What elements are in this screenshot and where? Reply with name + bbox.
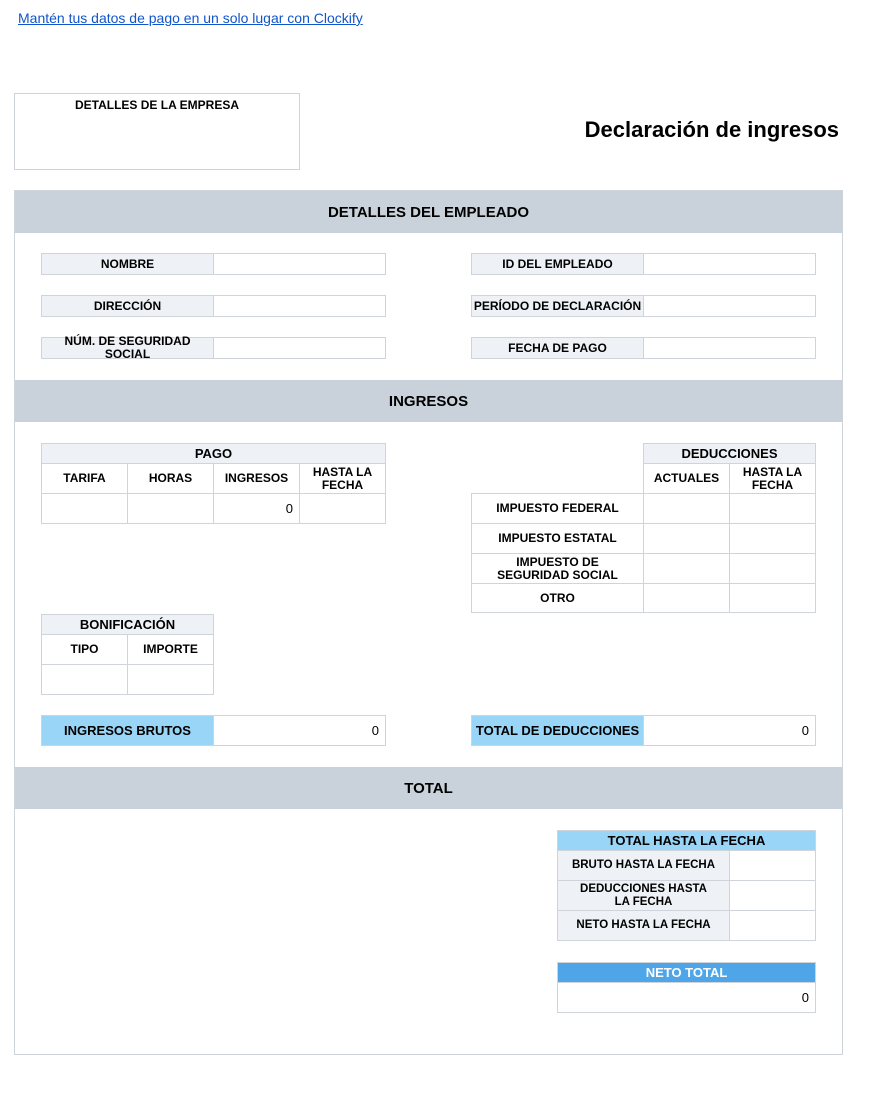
period-field[interactable] xyxy=(643,295,816,317)
pay-ytd-cell[interactable] xyxy=(299,493,386,524)
ytd-gross-value xyxy=(729,850,816,881)
gross-income-label: INGRESOS BRUTOS xyxy=(41,715,214,746)
net-total-label: NETO TOTAL xyxy=(557,962,816,983)
ytd-deductions-label: DEDUCCIONES HASTA LA FECHA xyxy=(557,880,730,911)
employee-id-field[interactable] xyxy=(643,253,816,275)
ytd-deductions-value xyxy=(729,880,816,911)
income-section-header: INGRESOS xyxy=(15,380,842,422)
address-label: DIRECCIÓN xyxy=(41,295,214,317)
deductions-header-current: ACTUALES xyxy=(643,463,730,494)
ytd-gross-label: BRUTO HASTA LA FECHA xyxy=(557,850,730,881)
company-details-label: DETALLES DE LA EMPRESA xyxy=(74,98,239,112)
deduction-federal-ytd[interactable] xyxy=(729,493,816,524)
bonus-table-title: BONIFICACIÓN xyxy=(41,614,214,635)
pay-header-hours: HORAS xyxy=(127,463,214,494)
pay-table-title: PAGO xyxy=(41,443,386,464)
employee-section-header: DETALLES DEL EMPLEADO xyxy=(15,191,842,233)
company-details-box[interactable] xyxy=(14,93,300,170)
ssn-label: NÚM. DE SEGURIDAD SOCIAL xyxy=(41,337,214,359)
bonus-header-type: TIPO xyxy=(41,634,128,665)
clockify-link[interactable]: Mantén tus datos de pago en un solo lugar con Clockify xyxy=(18,10,363,26)
deductions-header-ytd: HASTA LA FECHA xyxy=(729,463,816,494)
pay-header-income: INGRESOS xyxy=(213,463,300,494)
bonus-header-amount: IMPORTE xyxy=(127,634,214,665)
address-field[interactable] xyxy=(213,295,386,317)
deduction-other-current[interactable] xyxy=(643,583,730,613)
deduction-row-label: IMPUESTO ESTATAL xyxy=(471,523,644,554)
total-deductions-label: TOTAL DE DEDUCCIONES xyxy=(471,715,644,746)
ytd-net-label: NETO HASTA LA FECHA xyxy=(557,910,730,941)
pay-header-ytd: HASTA LA FECHA xyxy=(299,463,386,494)
deduction-federal-current[interactable] xyxy=(643,493,730,524)
name-label: NOMBRE xyxy=(41,253,214,275)
net-total-value: 0 xyxy=(557,982,816,1013)
pay-hours-cell[interactable] xyxy=(127,493,214,524)
document-title: Declaración de ingresos xyxy=(584,117,839,142)
period-label: PERÍODO DE DECLARACIÓN xyxy=(471,295,644,317)
pay-date-field[interactable] xyxy=(643,337,816,359)
deduction-state-current[interactable] xyxy=(643,523,730,554)
bonus-amount-cell[interactable] xyxy=(127,664,214,695)
deduction-row-label: IMPUESTO FEDERAL xyxy=(471,493,644,524)
pay-income-cell[interactable]: 0 xyxy=(213,493,300,524)
deductions-table-title: DEDUCCIONES xyxy=(643,443,816,464)
pay-header-rate: TARIFA xyxy=(41,463,128,494)
gross-income-value: 0 xyxy=(213,715,386,746)
deduction-other-ytd[interactable] xyxy=(729,583,816,613)
deduction-row-label: OTRO xyxy=(471,583,644,613)
deduction-row-label: IMPUESTO DE SEGURIDAD SOCIAL xyxy=(471,553,644,584)
total-section-header: TOTAL xyxy=(15,767,842,809)
deduction-social-ytd[interactable] xyxy=(729,553,816,584)
name-field[interactable] xyxy=(213,253,386,275)
ssn-field[interactable] xyxy=(213,337,386,359)
pay-date-label: FECHA DE PAGO xyxy=(471,337,644,359)
deduction-social-current[interactable] xyxy=(643,553,730,584)
ytd-net-value xyxy=(729,910,816,941)
total-deductions-value: 0 xyxy=(643,715,816,746)
deduction-state-ytd[interactable] xyxy=(729,523,816,554)
employee-id-label: ID DEL EMPLEADO xyxy=(471,253,644,275)
pay-rate-cell[interactable] xyxy=(41,493,128,524)
bonus-type-cell[interactable] xyxy=(41,664,128,695)
ytd-table-title: TOTAL HASTA LA FECHA xyxy=(557,830,816,851)
